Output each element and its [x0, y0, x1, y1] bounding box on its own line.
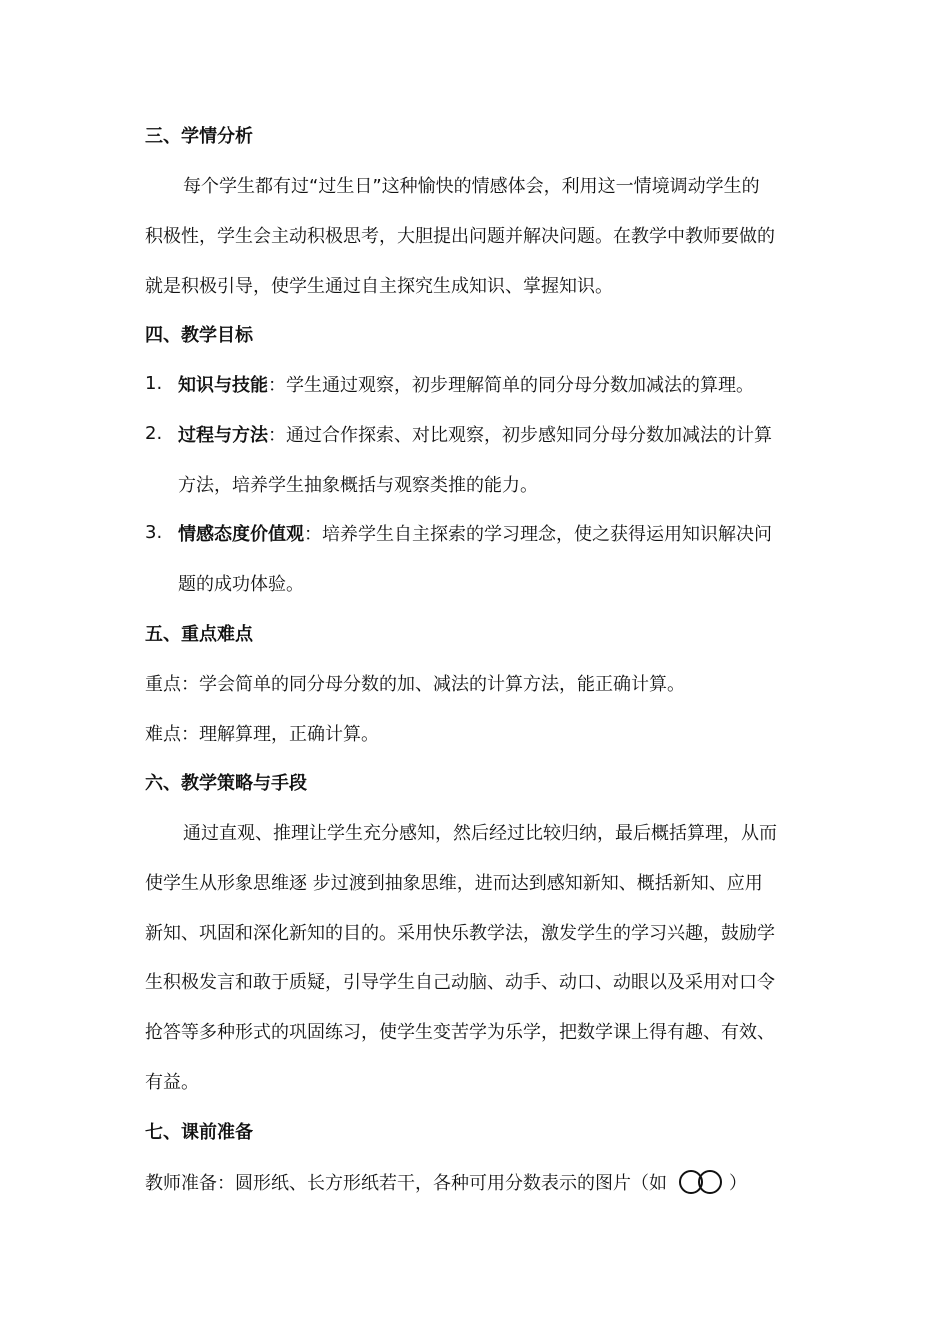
teacher-preparation-line: [145, 1170, 747, 1198]
item-text: [178, 423, 772, 449]
section-heading-preparation: 七、课前准备: [145, 1122, 253, 1143]
section-heading-strategy: 六、教学策略与手段: [145, 773, 307, 794]
section-heading-objectives: 四、教学目标: [145, 325, 253, 346]
paragraph-line: 生积极发言和敢于质疑，引导学生自己动脑、动手、动口、动眼以及采用对口令: [145, 972, 775, 993]
paragraph-line: 积极性，学生会主动积极思考，大胆提出问题并解决问题。在教学中教师要做的: [145, 226, 775, 247]
item-number: 3.: [145, 522, 163, 543]
teacher-preparation-text: 教师准备：圆形纸、长方形纸若干，各种可用分数表示的图片（如: [145, 1173, 667, 1194]
paragraph-line: 新知、巩固和深化新知的目的。采用快乐教学法，激发学生的学习兴趣，鼓励学: [145, 923, 775, 944]
paragraph-line: 抢答等多种形式的巩固练习，使学生变苦学为乐学，把数学课上得有趣、有效、: [145, 1022, 775, 1043]
item-body: ：培养学生自主探索的学习理念，使之获得运用知识解决问: [304, 524, 772, 545]
item-body: ：通过合作探索、对比观察，初步感知同分母分数加减法的计算: [268, 425, 772, 446]
item-continuation: 题的成功体验。: [178, 574, 304, 595]
section-heading-analysis: 三、学情分析: [145, 126, 253, 147]
difficulty-line: 难点：理解算理，正确计算。: [145, 724, 379, 745]
item-text: [178, 373, 754, 399]
paragraph-line: 就是积极引导，使学生通过自主探究生成知识、掌握知识。: [145, 276, 613, 297]
paragraph-line: 通过直观、推理让学生充分感知，然后经过比较归纳，最后概括算理，从而: [183, 823, 777, 844]
item-number: 2.: [145, 423, 163, 444]
paragraph-line: 每个学生都有过“过生日”这种愉快的情感体会，利用这一情境调动学生的: [183, 176, 760, 197]
paragraph-line: 使学生从形象思维逐 步过渡到抽象思维，进而达到感知新知、概括新知、应用: [145, 873, 763, 894]
section-heading-key-points: 五、重点难点: [145, 624, 253, 645]
item-label: 过程与方法: [178, 425, 268, 446]
closing-paren: ）: [729, 1173, 747, 1194]
item-label: 情感态度价值观: [178, 524, 304, 545]
objective-item: [0, 373, 950, 399]
item-number: 1.: [145, 373, 163, 394]
objective-item: [0, 423, 950, 449]
item-body: ：学生通过观察，初步理解简单的同分母分数加减法的算理。: [268, 375, 754, 396]
key-point-line: 重点：学会简单的同分母分数的加、减法的计算方法，能正确计算。: [145, 674, 685, 695]
two-circles-icon: [677, 1170, 725, 1198]
paragraph-line: 有益。: [145, 1072, 199, 1093]
objective-item: [0, 522, 950, 548]
item-text: [178, 522, 772, 548]
item-label: 知识与技能: [178, 375, 268, 396]
item-continuation: 方法，培养学生抽象概括与观察类推的能力。: [178, 475, 538, 496]
